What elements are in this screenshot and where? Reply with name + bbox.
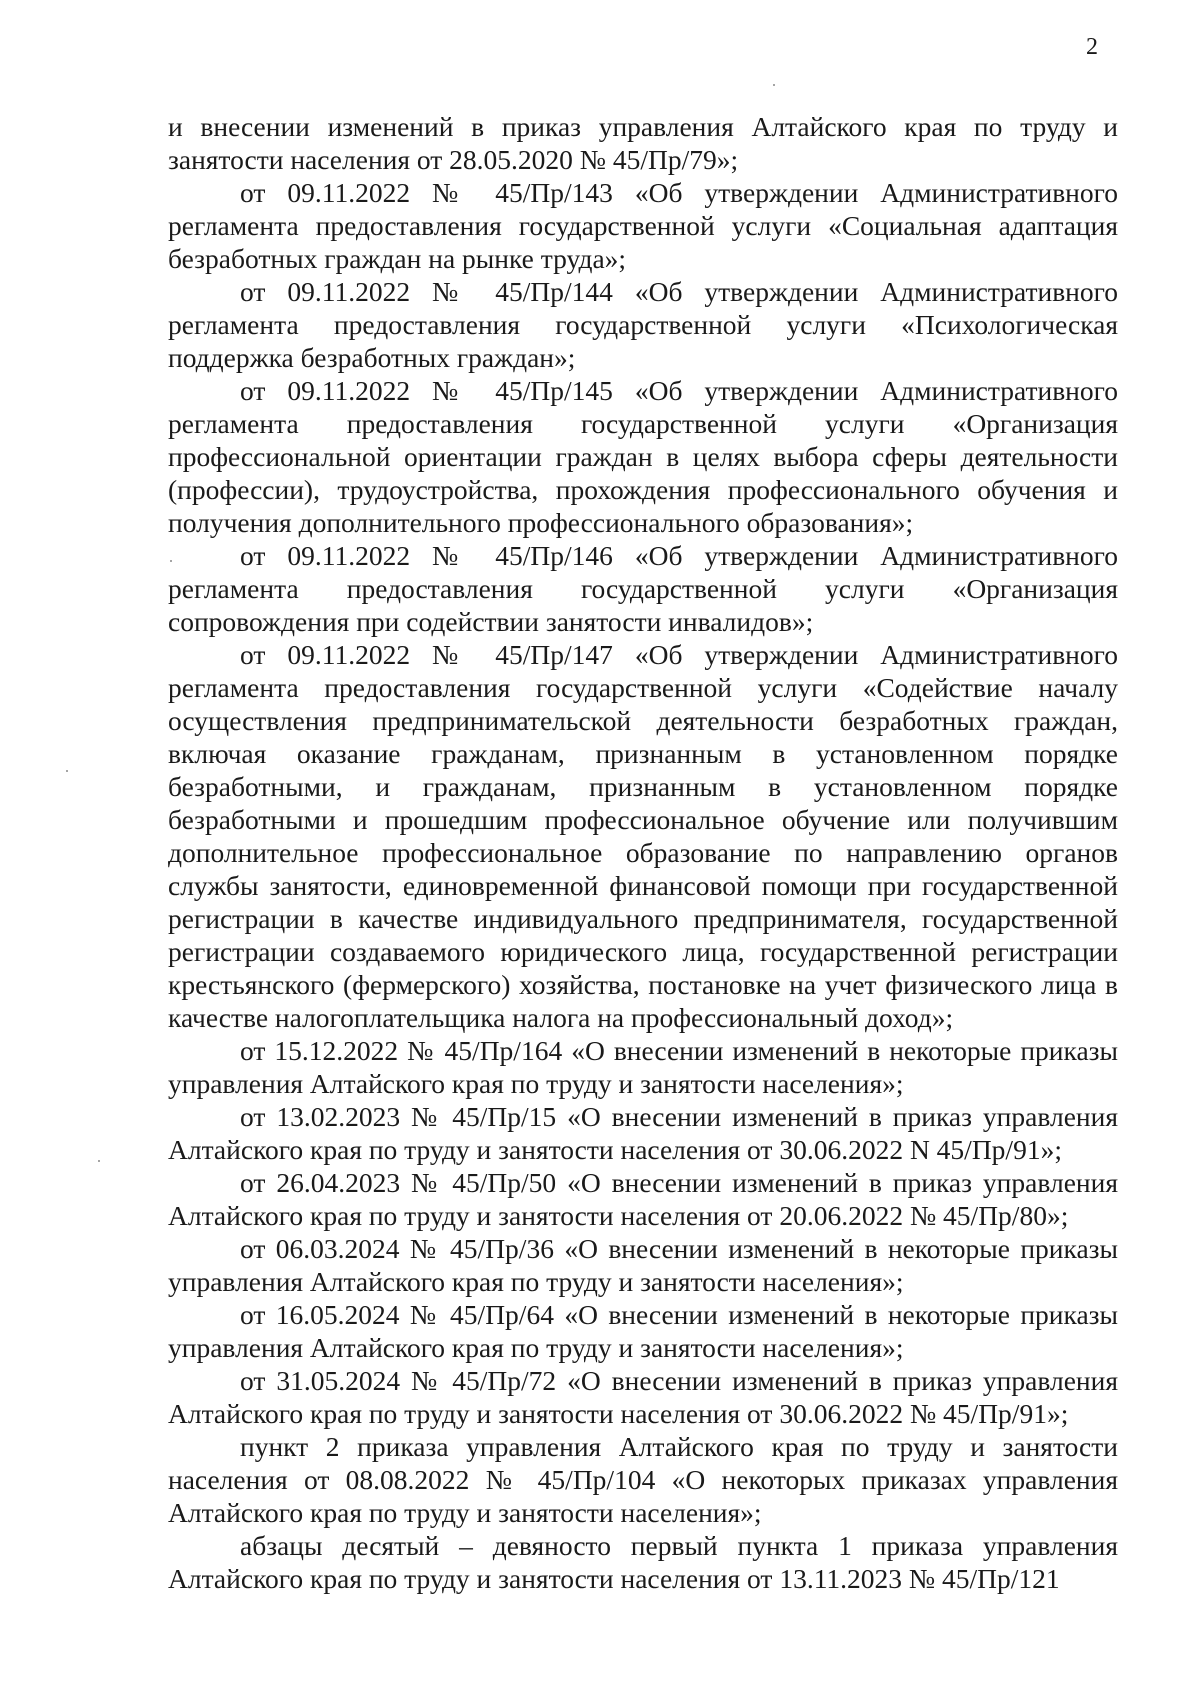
paragraph-order-104: пункт 2 приказа управления Алтайского края по труду и занятости населения от 08.08.2022 № 45/Пр/104 «О некоторых приказах управления Алтайского края по труду и занятости населения»; [168, 1431, 1118, 1528]
paragraph-order-146: от 09.11.2022 № 45/Пр/146 «Об утверждении Административного регламента предоставления государственной услуги «Организация сопровождения при содействии занятости инвалидов»; [168, 540, 1118, 637]
paragraph-order-50: от 26.04.2023 № 45/Пр/50 «О внесении изменений в приказ управления Алтайского края по труду и занятости населения от 20.06.2022 № 45/Пр/80»; [168, 1167, 1118, 1231]
scan-speck [66, 770, 68, 772]
paragraph-order-147: от 09.11.2022 № 45/Пр/147 «Об утверждении Административного регламента предоставления государственной услуги «Содействие началу осуществления предпринимательской деятельности безработных граждан, включая оказание гражданам, признанным в установленном порядке безработными, и гражданам, признанным в установленном порядке безработными и прошедшим профессиональное обучение или получившим дополнительное профессиональное образование по направлению органов службы занятости, единовременной финансовой помощи при государственной регистрации в качестве индивидуального предпринимателя, государственной регистрации создаваемого юридического лица, государственной регистрации крестьянского (фермерского) хозяйства, постановке на учет физического лица в качестве налогоплательщика налога на профессиональный доход»; [168, 639, 1118, 1033]
scan-speck [98, 1160, 100, 1162]
paragraph-order-15: от 13.02.2023 № 45/Пр/15 «О внесении изменений в приказ управления Алтайского края по труду и занятости населения от 30.06.2022 N 45/Пр/91»; [168, 1101, 1118, 1165]
page-number: 2 [1086, 34, 1098, 60]
paragraph-order-72: от 31.05.2024 № 45/Пр/72 «О внесении изменений в приказ управления Алтайского края по труду и занятости населения от 30.06.2022 № 45/Пр/91»; [168, 1365, 1118, 1429]
scan-speck [773, 84, 775, 86]
paragraph-order-143: от 09.11.2022 № 45/Пр/143 «Об утверждении Административного регламента предоставления государственной услуги «Социальная адаптация безработных граждан на рынке труда»; [168, 177, 1118, 274]
paragraph-order-64: от 16.05.2024 № 45/Пр/64 «О внесении изменений в некоторые приказы управления Алтайского края по труду и занятости населения»; [168, 1299, 1118, 1363]
paragraph-order-121: абзацы десятый – девяносто первый пункта 1 приказа управления Алтайского края по труду и занятости населения от 13.11.2023 № 45/Пр/121 [168, 1530, 1118, 1594]
paragraph-order-164: от 15.12.2022 № 45/Пр/164 «О внесении изменений в некоторые приказы управления Алтайского края по труду и занятости населения»; [168, 1035, 1118, 1099]
paragraph-order-145: от 09.11.2022 № 45/Пр/145 «Об утверждении Административного регламента предоставления государственной услуги «Организация профессиональной ориентации граждан в целях выбора сферы деятельности (профессии), трудоустройства, прохождения профессионального обучения и получения дополнительного профессионального образования»; [168, 375, 1118, 538]
paragraph-order-36: от 06.03.2024 № 45/Пр/36 «О внесении изменений в некоторые приказы управления Алтайского края по труду и занятости населения»; [168, 1233, 1118, 1297]
paragraph-continuation: и внесении изменений в приказ управления Алтайского края по труду и занятости населения от 28.05.2020 № 45/Пр/79»; [168, 111, 1118, 175]
scan-speck [170, 560, 172, 562]
document-body [168, 110, 1118, 1595]
paragraph-order-144: от 09.11.2022 № 45/Пр/144 «Об утверждении Административного регламента предоставления государственной услуги «Психологическая поддержка безработных граждан»; [168, 276, 1118, 373]
